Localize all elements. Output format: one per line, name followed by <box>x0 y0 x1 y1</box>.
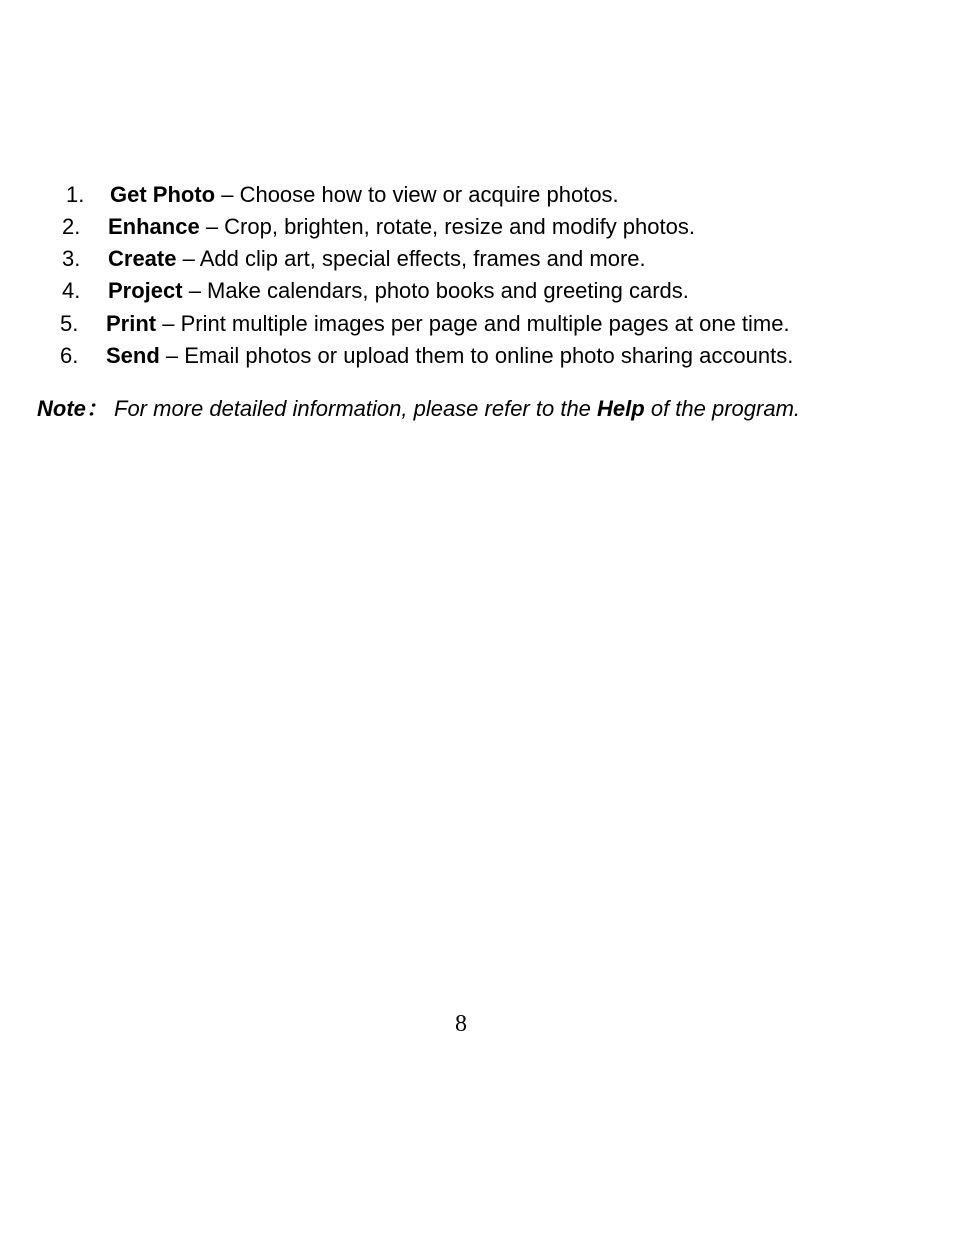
list-item-term: Create <box>108 246 177 271</box>
list-item-number: 1. <box>66 182 85 207</box>
help-note <box>37 394 800 424</box>
list-item-description: – Add clip art, special effects, frames and more. <box>176 246 646 271</box>
list-item-description: – Choose how to view or acquire photos. <box>215 182 619 207</box>
list-item-term: Project <box>108 278 183 303</box>
list-item-description: – Email photos or upload them to online photo sharing accounts. <box>159 343 794 368</box>
list-item-number: 6. <box>60 343 79 368</box>
note-help-word: Help <box>597 396 645 421</box>
list-item-number: 3. <box>62 246 81 271</box>
list-item-number: 2. <box>62 214 81 239</box>
list-item-description: – Crop, brighten, rotate, resize and modify photos. <box>199 214 695 239</box>
list-item-text <box>110 180 619 210</box>
list-item-text <box>106 309 790 339</box>
list-item-text <box>108 244 646 274</box>
page-number: 8 <box>455 1011 467 1037</box>
list-item-description: – Make calendars, photo books and greeting cards. <box>182 278 689 303</box>
list-item-text <box>106 341 793 371</box>
list-item-term: Print <box>106 311 157 336</box>
list-item-description: – Print multiple images per page and multiple pages at one time. <box>156 311 790 336</box>
list-item-term: Enhance <box>108 214 200 239</box>
list-item-number: 5. <box>60 311 79 336</box>
list-item-term: Send <box>106 343 160 368</box>
note-label: Note： <box>37 396 108 421</box>
list-item-term: Get Photo <box>110 182 216 207</box>
list-item-text <box>108 276 689 306</box>
list-item-text <box>108 212 695 242</box>
note-text-before: For more detailed information, please refer to the <box>107 396 598 421</box>
note-text-after: of the program. <box>644 396 801 421</box>
list-item-number: 4. <box>62 278 81 303</box>
